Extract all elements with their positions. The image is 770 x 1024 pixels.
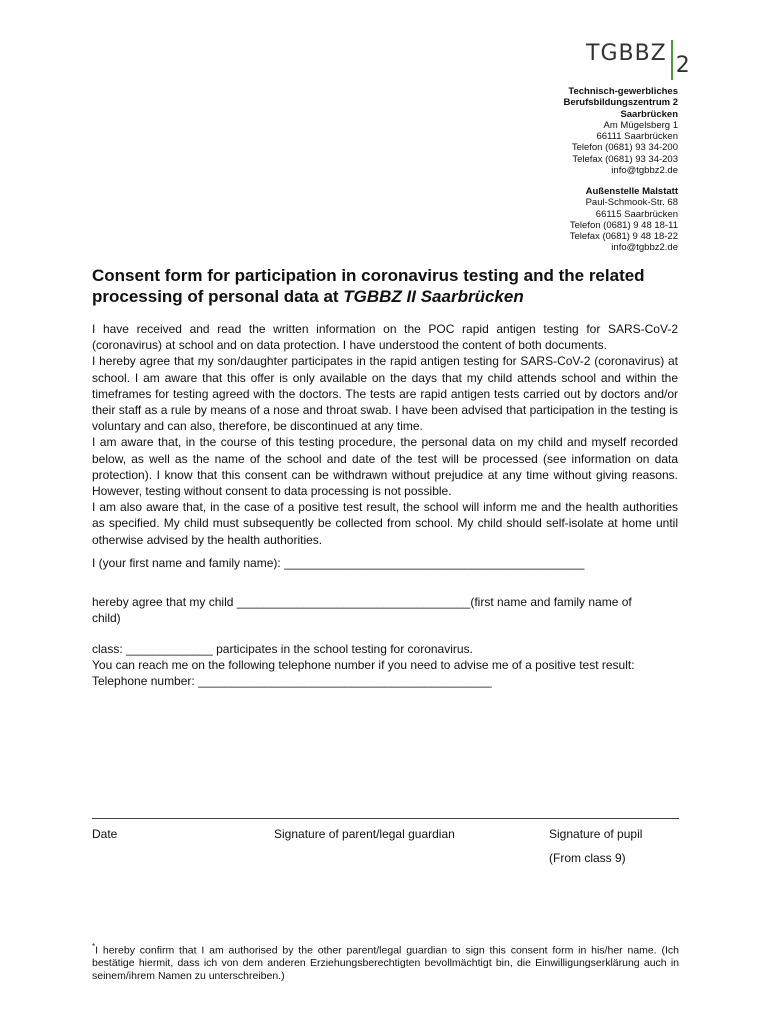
address-fax: Telefax (0681) 93 34-203	[572, 153, 678, 165]
footnote-marker: *	[92, 942, 96, 951]
logo-text: TGBBZ	[586, 41, 667, 66]
signature-line[interactable]	[92, 818, 679, 819]
address-phone: Telefon (0681) 93 34-200	[571, 142, 678, 154]
address-branch	[570, 186, 678, 254]
school-logo	[586, 40, 690, 80]
footnote-text: I hereby confirm that I am authorised by the other parent/legal guardian to sign this consent form in his/her name. (Ich bestätige hiermit, dass ich von dem anderen Erziehungsberechtigten bevollmächtigt bin, die Einwilligungserklärung auch in seinem/ihrem Namen zu unterschreiben.)	[92, 944, 679, 982]
paragraph: I have received and read the written information on the POC rapid antigen testing for SARS-CoV-2 (coronavirus) at school and on data protection. I have understood the content of both documents.	[92, 322, 678, 353]
address-city: 66111 Saarbrücken	[596, 131, 678, 143]
class-field[interactable]: class: _____________ participates in the school testing for coronavirus.	[92, 642, 473, 656]
child-name-line: hereby agree that my child ___________________________________(first name and family name of	[92, 595, 632, 609]
branch-email: info@tgbbz2.de	[611, 242, 678, 254]
branch-name: Außenstelle Malstatt	[585, 186, 678, 197]
title-school: TGBBZ II Saarbrücken	[343, 287, 524, 306]
branch-street: Paul-Schmook-Str. 68	[585, 197, 678, 209]
date-label: Date	[92, 827, 118, 841]
child-name-field[interactable]	[92, 594, 682, 626]
branch-city: 66115 Saarbrücken	[595, 208, 678, 220]
logo-number: 2	[675, 53, 690, 78]
address-line: Berufsbildungszentrum 2	[563, 97, 678, 109]
address-email: info@tgbbz2.de	[611, 165, 678, 177]
reach-text: You can reach me on the following telephone number if you need to advise me of a positive test result:	[92, 658, 635, 672]
page-title	[92, 265, 692, 307]
footnote	[92, 941, 679, 982]
from-class-note: (From class 9)	[549, 851, 626, 865]
paragraph: I am aware that, in the course of this testing procedure, the personal data on my child and myself recorded below, as well as the name of the school and date of the test will be processed (see information on data protection). I know that this consent can be withdrawn without prejudice at any time without giving reasons. However, testing without consent to data processing is not possible.	[92, 435, 678, 499]
consent-body	[92, 321, 678, 548]
telephone-field[interactable]: Telephone number: ____________________________________________	[92, 674, 492, 688]
logo-divider	[671, 40, 673, 80]
paragraph: I am also aware that, in the case of a positive test result, the school will inform me and the health authorities as specified. My child must subsequently be collected from school. My child should self-isolate at home until otherwise advised by the health authorities.	[92, 500, 678, 547]
branch-fax: Telefax (0681) 9 48 18-22	[569, 231, 678, 243]
address-main	[563, 86, 678, 176]
class-contact-block	[92, 641, 682, 689]
address-street: Am Mügelsberg 1	[603, 119, 678, 131]
parent-signature-label: Signature of parent/legal guardian	[274, 827, 455, 841]
title-main: Consent form for participation in coronavirus testing and the related processing of personal data at	[92, 266, 645, 306]
pupil-signature-label: Signature of pupil	[549, 827, 643, 841]
branch-phone: Telefon (0681) 9 48 18-11	[569, 219, 678, 231]
address-line: Technisch-gewerbliches	[568, 86, 678, 97]
address-line: Saarbrücken	[620, 108, 678, 120]
child-name-line-2: child)	[92, 611, 121, 625]
paragraph: I hereby agree that my son/daughter participates in the rapid antigen testing for SARS-CoV-2 (coronavirus) at school. I am aware that this offer is only available on the days that my child attends school and within the timeframes for testing agreed with the doctors. The tests are rapid antigen tests carried out by doctors and/or their staff as a rule by means of a nose and throat swab. I have been advised that participation in the testing is voluntary and can also, therefore, be discontinued at any time.	[92, 354, 678, 434]
guardian-name-field[interactable]: I (your first name and family name): _____________________________________________	[92, 556, 585, 570]
